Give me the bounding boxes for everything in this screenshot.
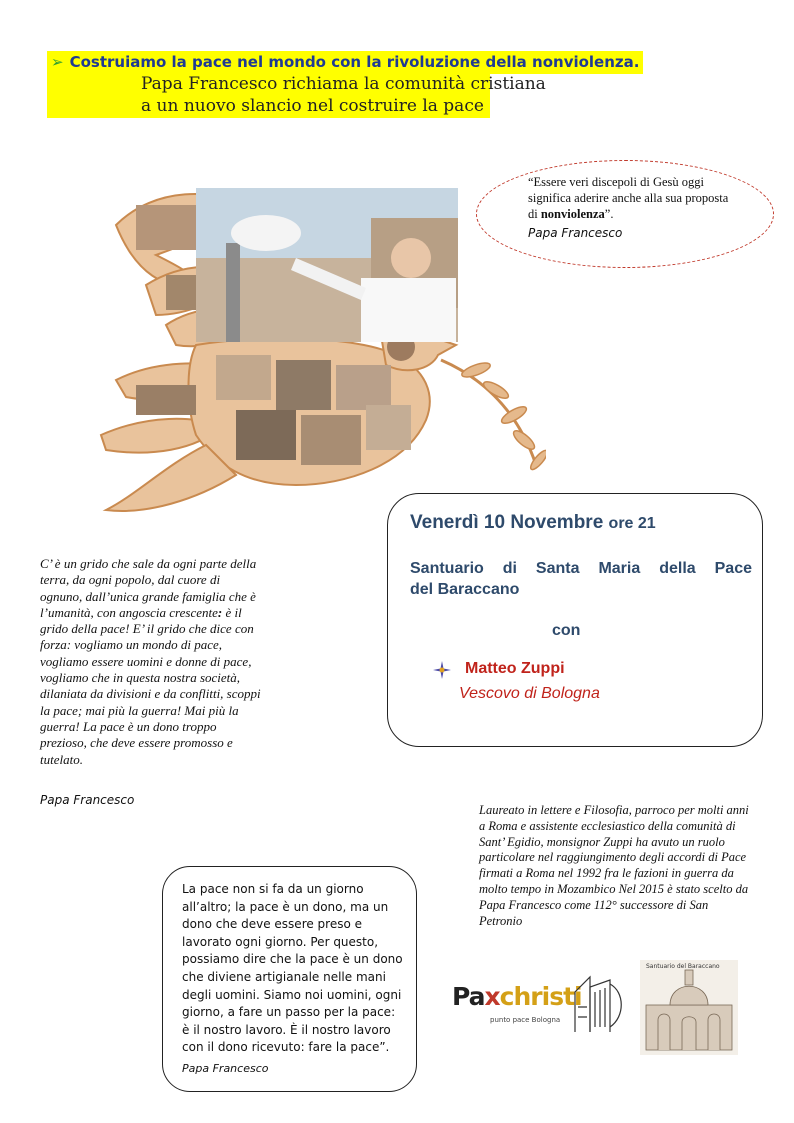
bottom-quote-text: La pace non si fa da un giorno all’altro; la pace è un dono, ma un dono che deve essere preso e lavorato ogni giorno. Per questo, possiamo dire che la pace è un dono che diviene artigianale nelle mani degli uomini. Siamo noi uomini, ogni giorno, a fare un passo per la pace: è il nostro lavoro. È il nostro lavoro con il dono ricevuto: fare la pace”. — [182, 882, 403, 1055]
bottom-quote-author: Papa Francesco — [182, 1062, 269, 1075]
event-con: con — [552, 622, 581, 639]
speaker-role: Vescovo di Bologna — [459, 685, 600, 702]
headline — [47, 51, 643, 74]
pax-christi-logo: Paxchristi punto pace Bologna — [452, 982, 582, 1024]
event-place: Santuario di Santa Maria della Pace del Baraccano — [410, 560, 752, 598]
pope-dove-photo — [196, 188, 458, 342]
baraccano-sanctuary-image — [640, 960, 738, 1055]
arrow-bullet-icon: ➢ — [51, 53, 64, 71]
quote-emphasis: nonviolenza — [540, 207, 605, 221]
event-date: Venerdì 10 Novembre ore 21 — [410, 512, 656, 533]
subheadline-line1: Papa Francesco richiama la comunità cristiana — [141, 74, 546, 94]
pax-christi-subtitle: punto pace Bologna — [490, 1016, 561, 1024]
sketch-logo — [570, 972, 626, 1038]
baraccano-caption: Santuario del Baraccano — [646, 963, 720, 970]
quote-text: “Essere veri discepoli di Gesù oggi significa aderire anche alla sua proposta di nonviolenza”. — [528, 175, 729, 221]
quote-author: Papa Francesco — [528, 226, 623, 240]
speaker-bio: Laureato in lettere e Filosofia, parroco per molti anni a Roma e assistente ecclesiastico della comunità di Sant’ Egidio, monsignor Zuppi ha avuto un ruolo particolare nel raggiungimento degli accordi di Pace firmati a Roma nel 1992 fra le fazioni in guerra da molto tempo in Mozambico Nel 2015 è stato scelto da Papa Francesco come 112° successore di San Petronio — [479, 803, 749, 928]
left-quote-author: Papa Francesco — [40, 793, 135, 807]
event-time: ore 21 — [608, 515, 656, 532]
subheadline-line2: a un nuovo slancio nel costruire la pace — [141, 96, 484, 116]
header-banner — [47, 48, 667, 120]
dove-tail — [106, 445, 236, 511]
speaker-name: Matteo Zuppi — [465, 660, 565, 677]
headline-text: Costruiamo la pace nel mondo con la rivoluzione della nonviolenza. — [69, 53, 640, 71]
left-quote: C’ è un grido che sale da ogni parte della terra, da ogni popolo, dal cuore di ognuno, dall’unica grande famiglia che è l’umanità, con angoscia crescente: è il grido della pace! E’ il grido che dice con forza: vogliamo un mondo di pace, vogliamo essere uomini e donne di pace, vogliamo che in questa nostra società, dilaniata da divisioni e da conflitti, scoppi la pace; mai più la guerra! Mai più la guerra! La pace è un dono troppo prezioso, che deve essere promosso e tutelato. — [40, 556, 261, 767]
star-bullet-icon — [433, 661, 451, 679]
